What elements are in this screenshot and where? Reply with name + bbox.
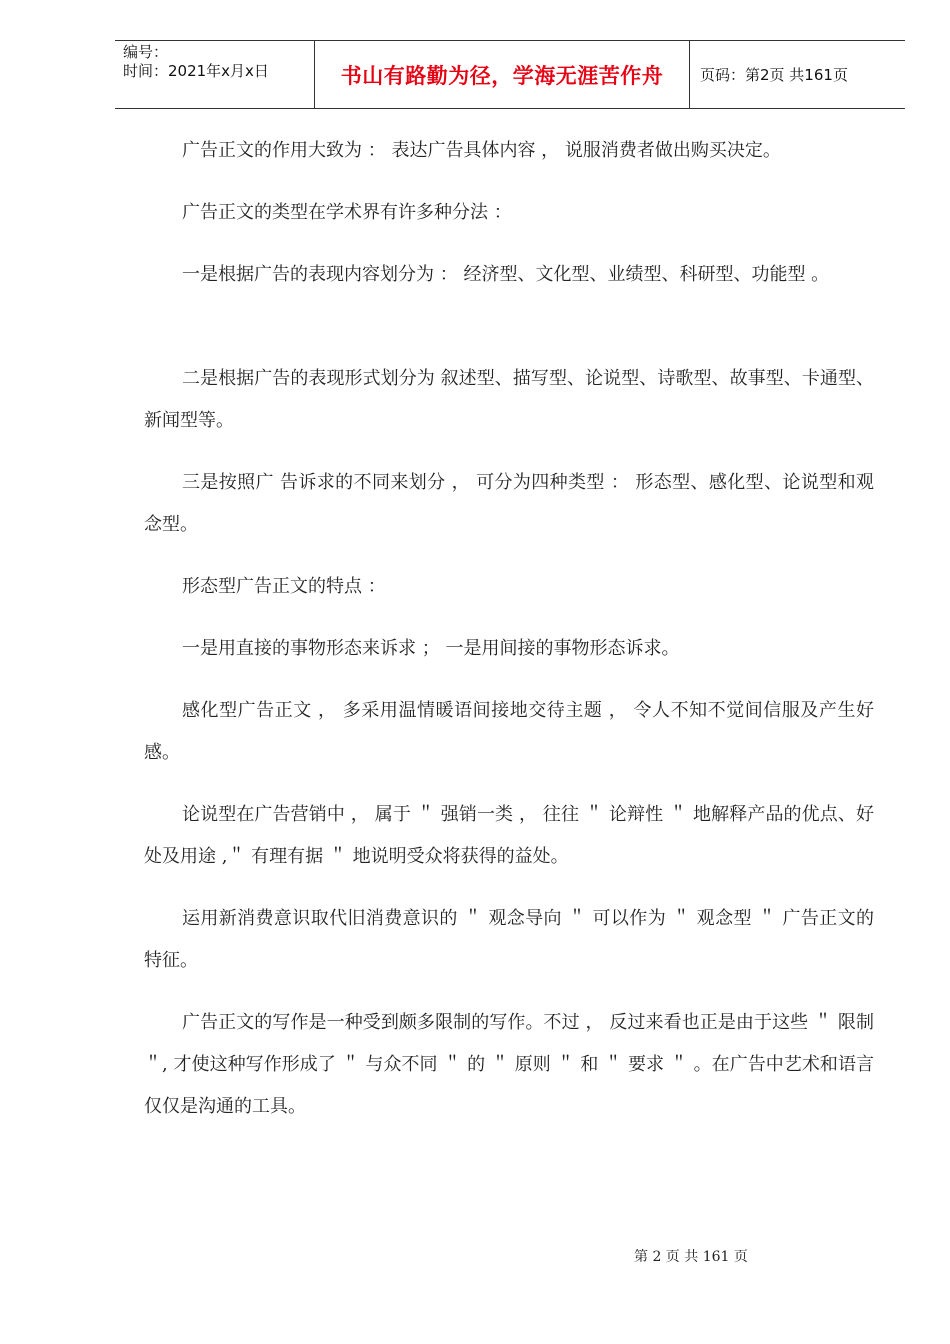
paragraph: 感化型广告正文 ， 多采用温情暖语间接地交待主题 ， 令人不知不觉间信服及产生好感。	[144, 700, 874, 763]
header-meta	[115, 41, 315, 108]
time-label: 时间：2021年x月x日	[123, 62, 269, 80]
paragraph: 运用新消费意识取代旧消费意识的 ＂ 观念导向 ＂ 可以作为 ＂ 观念型 ＂ 广告正文的特征。	[144, 908, 874, 971]
paragraph: 广告正文的类型在学术界有许多种分法 ：	[182, 202, 512, 223]
paragraph: 论说型在广告营销中 ， 属于 ＂ 强销一类 ， 往往 ＂ 论辩性 ＂ 地解释产品的优点、好处及用途 ,＂ 有理有据 ＂ 地说明受众将获得的益处。	[144, 804, 874, 867]
paragraph: 形态型广告正文的特点 ：	[182, 576, 386, 597]
paragraph: 三是按照广 告诉求的不同来划分 ， 可分为四种类型 ： 形态型、感化型、论说型和观念型。	[144, 472, 874, 535]
page-header	[115, 40, 905, 109]
paragraph: 一是用直接的事物形态来诉求 ； 一是用间接的事物形态诉求。	[182, 638, 680, 659]
header-page-info: 页码：第2页 共161页	[700, 66, 848, 84]
document-body	[144, 130, 874, 1148]
serial-label: 编号：	[123, 43, 169, 61]
paragraph: 二是根据广告的表现形式划分为 叙述型、描写型、论说型、诗歌型、故事型、卡通型、新闻型等。	[144, 368, 874, 431]
paragraph: 一是根据广告的表现内容划分为 ： 经济型、文化型、业绩型、科研型、功能型 。	[182, 264, 830, 285]
page-footer: 第 2 页 共 161 页	[634, 1249, 748, 1265]
paragraph: 广告正文的写作是一种受到颇多限制的写作。不过 ， 反过来看也正是由于这些 ＂ 限制 ＂, 才使这种写作形成了 ＂ 与众不同 ＂ 的 ＂ 原则 ＂ 和 ＂ 要求 ＂ 。在广告中艺术和语言仅仅是沟通的工具。	[144, 1012, 874, 1117]
header-motto: 书山有路勤为径，学海无涯苦作舟	[315, 41, 690, 108]
paragraph: 广告正文的作用大致为 ： 表达广告具体内容 ， 说服消费者做出购买决定。	[182, 140, 781, 161]
